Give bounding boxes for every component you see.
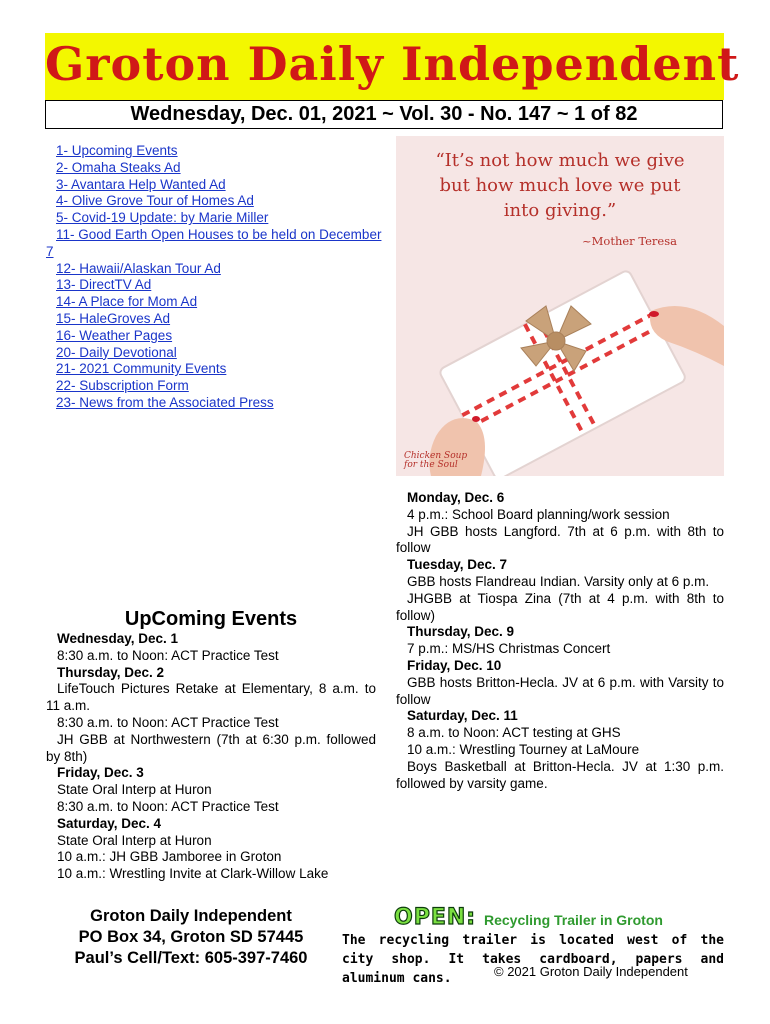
copyright: © 2021 Groton Daily Independent	[494, 964, 688, 979]
quote-line: “It’s not how much we give	[435, 150, 685, 171]
masthead-banner	[45, 33, 740, 100]
toc-link[interactable]: 2- Omaha Steaks Ad	[56, 159, 181, 175]
event-date-heading: Wednesday, Dec. 1	[57, 631, 179, 646]
toc-link[interactable]: 4- Olive Grove Tour of Homes Ad	[56, 193, 254, 209]
quote-text	[396, 148, 724, 223]
quote-line: into giving.”	[503, 200, 617, 221]
event-item: JH GBB at Northwestern (7th at 6:30 p.m. followed by 8th)	[46, 731, 376, 764]
toc-link[interactable]: 3- Avantara Help Wanted Ad	[56, 176, 226, 192]
event-date-heading: Friday, Dec. 3	[57, 765, 144, 781]
event-date-heading: Monday, Dec. 6	[407, 490, 505, 505]
event-date-heading: Thursday, Dec. 2	[57, 664, 165, 680]
event-item: 10 a.m.: JH GBB Jamboree in Groton	[57, 849, 282, 865]
event-date-heading: Saturday, Dec. 11	[407, 708, 518, 724]
event-date-heading: Saturday, Dec. 4	[57, 815, 162, 831]
upcoming-events-right-column	[396, 490, 724, 792]
toc-link[interactable]: 1- Upcoming Events	[56, 143, 178, 158]
toc-link[interactable]: 16- Weather Pages	[56, 327, 173, 343]
publisher-logo	[404, 452, 467, 470]
toc-link[interactable]: 21- 2021 Community Events	[56, 361, 227, 377]
event-item: LifeTouch Pictures Retake at Elementary, 8 a.m. to 11 a.m.	[46, 681, 376, 714]
open-label: OPEN:	[394, 905, 477, 930]
toc-link[interactable]: 11- Good Earth Open Houses to be held on December 7	[46, 226, 382, 259]
toc-link[interactable]: 23- News from the Associated Press	[56, 394, 274, 410]
event-item: 10 a.m.: Wrestling Invite at Clark-Willow Lake	[57, 866, 329, 882]
table-of-contents	[46, 143, 382, 412]
contact-address: PO Box 34, Groton SD 57445	[78, 928, 304, 946]
event-item: JH GBB hosts Langford. 7th at 6 p.m. with 8th to follow	[396, 523, 724, 556]
event-item: 8 a.m. to Noon: ACT testing at GHS	[407, 725, 621, 741]
contact-phone: Paul’s Cell/Text: 605-397-7460	[74, 949, 308, 967]
toc-link[interactable]: 22- Subscription Form	[56, 378, 189, 394]
contact-block	[46, 906, 336, 969]
toc-link[interactable]: 5- Covid-19 Update: by Marie Miller	[56, 210, 269, 226]
logo-line: for the Soul	[404, 460, 458, 470]
recycling-heading: Recycling Trailer in Groton	[484, 912, 663, 928]
toc-link[interactable]: 14- A Place for Mom Ad	[56, 294, 198, 310]
event-item: 7 p.m.: MS/HS Christmas Concert	[407, 641, 611, 657]
dateline: Wednesday, Dec. 01, 2021 ~ Vol. 30 - No. 147 ~ 1 of 82	[45, 100, 723, 129]
event-item: 8:30 a.m. to Noon: ACT Practice Test	[57, 647, 279, 663]
quote-line: but how much love we put	[439, 175, 681, 196]
event-item: State Oral Interp at Huron	[57, 832, 212, 848]
logo-line: Chicken Soup	[404, 451, 468, 461]
event-item: 8:30 a.m. to Noon: ACT Practice Test	[57, 714, 279, 730]
toc-link[interactable]: 20- Daily Devotional	[56, 344, 177, 360]
contact-name: Groton Daily Independent	[90, 907, 292, 925]
event-item: GBB hosts Flandreau Indian. Varsity only at 6 p.m.	[407, 573, 710, 589]
upcoming-events-title: UpComing Events	[124, 608, 298, 630]
toc-link[interactable]: 15- HaleGroves Ad	[56, 310, 171, 326]
event-item: 8:30 a.m. to Noon: ACT Practice Test	[57, 798, 279, 814]
event-item: 4 p.m.: School Board planning/work session	[407, 506, 670, 522]
event-date-heading: Tuesday, Dec. 7	[407, 557, 508, 573]
recycling-body: The recycling trailer is located west of the city shop. It takes cardboard, papers and aluminum cans.	[342, 933, 724, 986]
quote-author: ~Mother Teresa	[582, 234, 677, 248]
quote-image	[396, 136, 724, 476]
event-item: State Oral Interp at Huron	[57, 782, 212, 798]
upcoming-events-left-column	[46, 631, 376, 883]
toc-link[interactable]: 12- Hawaii/Alaskan Tour Ad	[56, 260, 221, 276]
event-date-heading: Friday, Dec. 10	[407, 657, 502, 673]
event-date-heading: Thursday, Dec. 9	[407, 624, 515, 640]
toc-link[interactable]: 13- DirectTV Ad	[56, 277, 152, 293]
masthead-title: Groton Daily Independent	[45, 37, 740, 91]
event-item: 10 a.m.: Wrestling Tourney at LaMoure	[407, 741, 640, 757]
event-item: GBB hosts Britton-Hecla. JV at 6 p.m. with Varsity to follow	[396, 674, 724, 707]
event-item: Boys Basketball at Britton-Hecla. JV at 1:30 p.m. followed by varsity game.	[396, 758, 724, 791]
event-item: JHGBB at Tiospa Zina (7th at 4 p.m. with 8th to follow)	[396, 590, 724, 623]
